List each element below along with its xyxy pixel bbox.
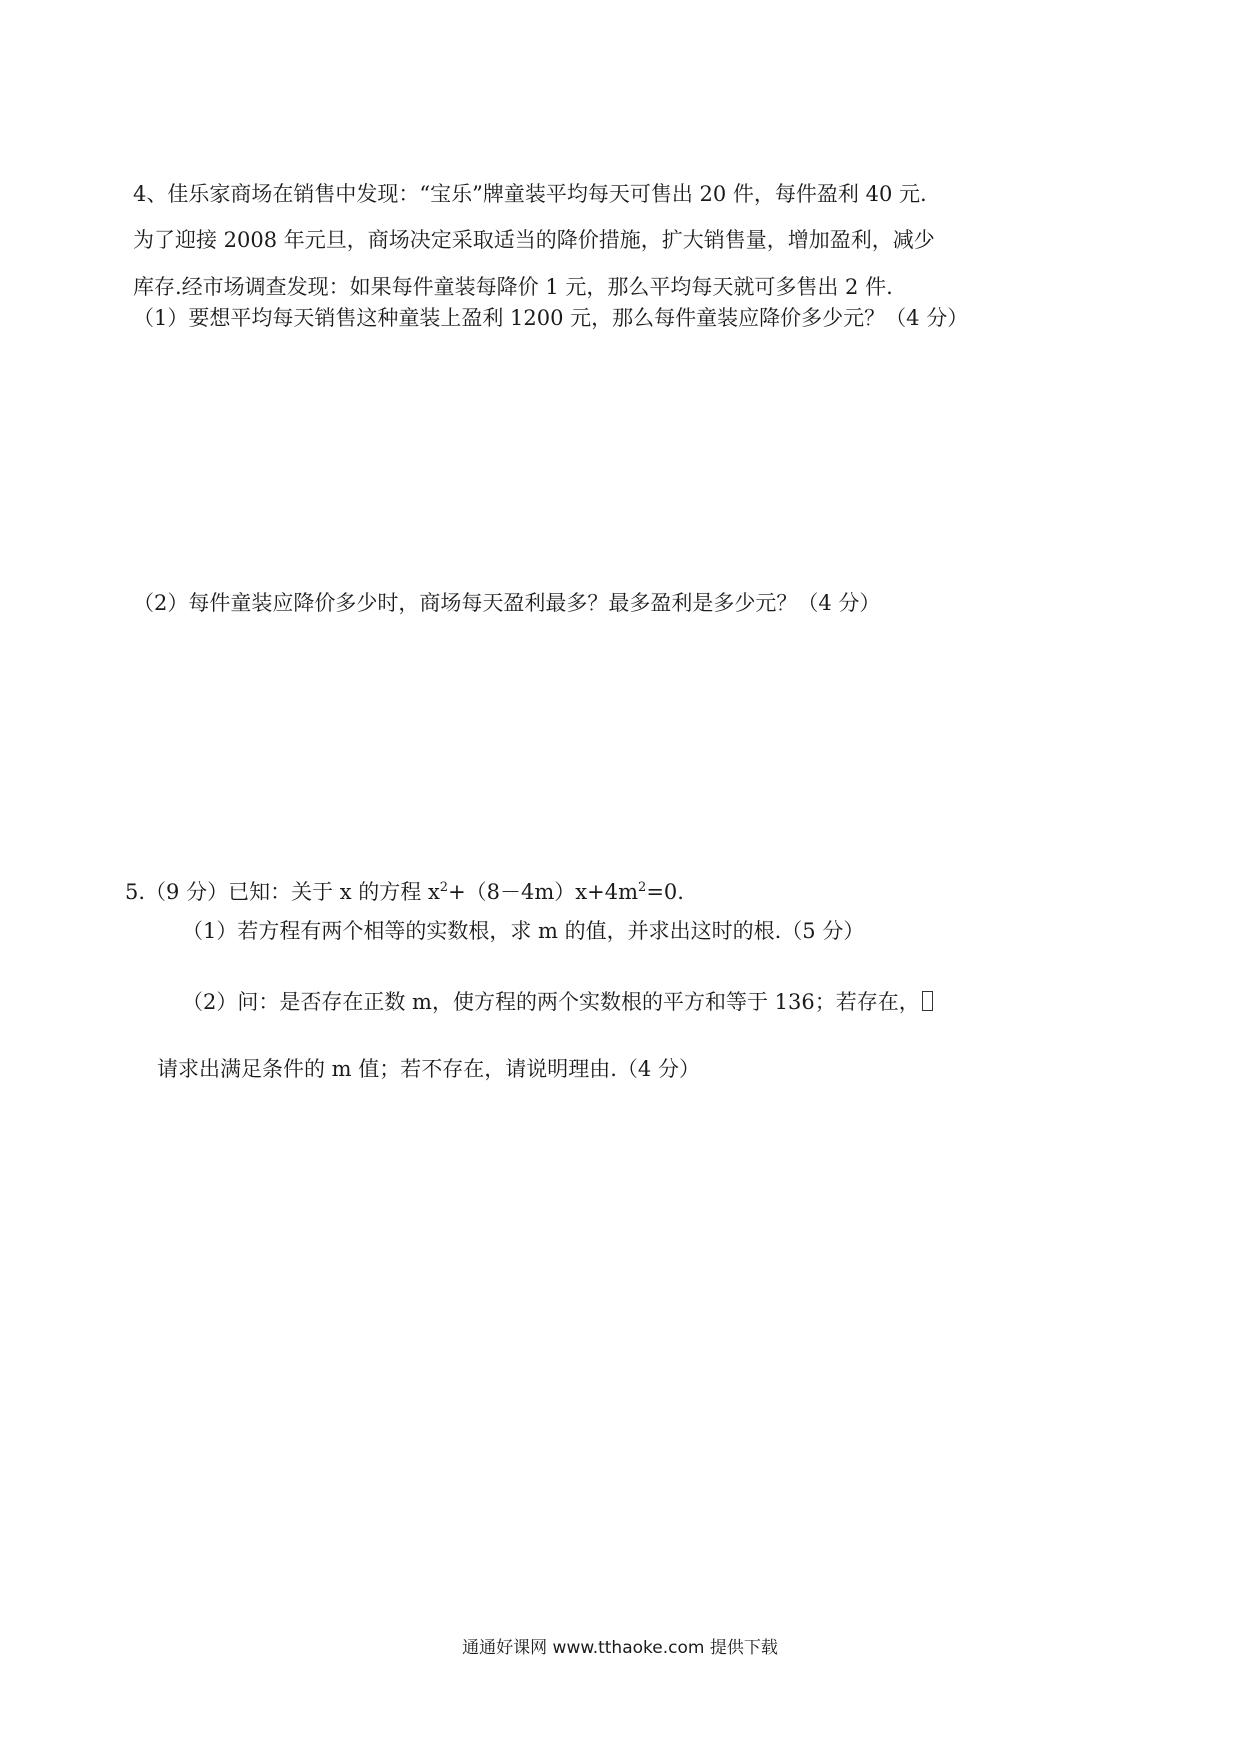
q5-stem-part-b: +（8－4m）x+4m [448, 880, 639, 904]
q5-stem-part-a: 5.（9 分）已知：关于 x 的方程 x [125, 880, 440, 904]
q4-line-1: 4、佳乐家商场在销售中发现：“宝乐”牌童装平均每天可售出 20 件，每件盈利 40 元. [133, 182, 927, 206]
q5-stem-part-c: =0. [646, 880, 684, 904]
missing-glyph-box-icon [922, 991, 933, 1011]
q5-subquestion-2-line-2: 请求出满足条件的 m 值；若不存在，请说明理由.（4 分） [157, 1057, 700, 1081]
q5-sub2-text: （2）问：是否存在正数 m，使方程的两个实数根的平方和等于 136；若存在， [182, 990, 920, 1014]
q4-subquestion-2: （2）每件童装应降价多少时，商场每天盈利最多？最多盈利是多少元？（4 分） [133, 591, 881, 615]
q4-line-2: 为了迎接 2008 年元旦，商场决定采取适当的降价措施，扩大销售量，增加盈利，减少 [133, 228, 935, 252]
q5-stem [125, 878, 684, 906]
q5-exponent-b: 2 [638, 880, 647, 895]
q4-subquestion-1: （1）要想平均每天销售这种童装上盈利 1200 元，那么每件童装应降价多少元？（4 分） [133, 306, 969, 330]
q4-line-3: 库存.经市场调查发现：如果每件童装每降价 1 元，那么平均每天就可多售出 2 件. [133, 275, 893, 299]
q5-subquestion-1: （1）若方程有两个相等的实数根，求 m 的值，并求出这时的根.（5 分） [182, 919, 865, 943]
q5-subquestion-2-line-1 [182, 988, 933, 1016]
q5-exponent-a: 2 [439, 880, 449, 895]
footer-source-note: 通通好课网 www.tthaoke.com 提供下载 [462, 1638, 778, 1658]
